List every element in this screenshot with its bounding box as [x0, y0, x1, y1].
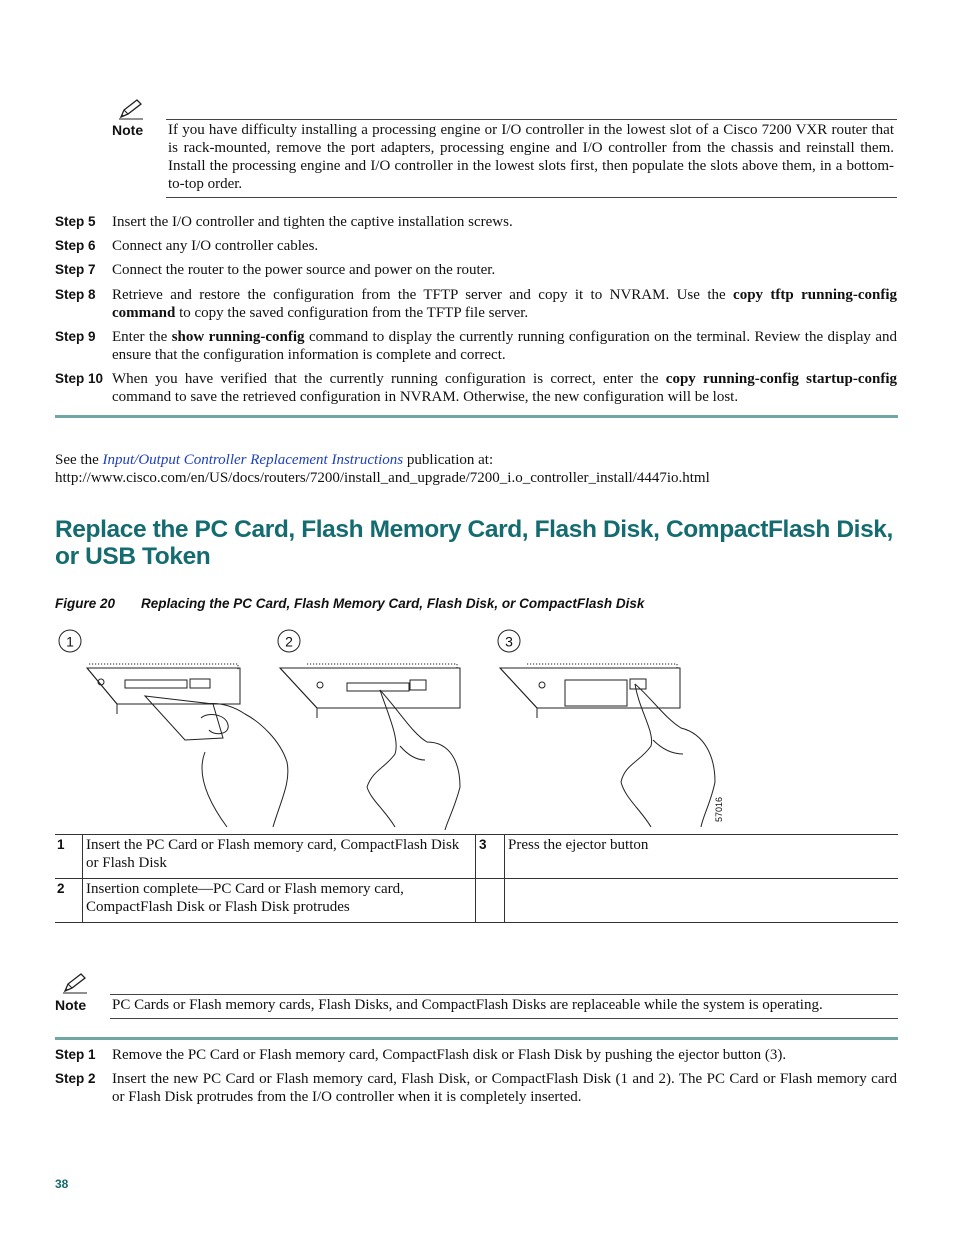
step-text: Insert the new PC Card or Flash memory card, Flash Disk, or CompactFlash Disk (1 and 2). The PC Card or Flash memory card or Flash Disk protrudes from the I/O controller when it is completely inserted.: [112, 1071, 897, 1105]
note-top-rule: [110, 994, 898, 995]
svg-text:3: 3: [505, 633, 513, 650]
procedure-end-bar: [55, 415, 898, 418]
command: copy tftp running-config command: [112, 287, 897, 321]
note-top-rule: [166, 119, 897, 120]
callout-description: Insertion complete—PC Card or Flash memory card, CompactFlash Disk or Flash Disk protrudes: [83, 879, 476, 923]
step-8: [55, 286, 897, 322]
procedure-start-bar: [55, 1037, 898, 1040]
panel-1-insert-card: [87, 664, 288, 827]
figure-number: Figure 20: [55, 596, 116, 611]
reference-url: http://www.cisco.com/en/US/docs/routers/7200/install_and_upgrade/7200_i.o_controller_install/4447io.html: [55, 470, 710, 486]
callout-number: 2: [57, 881, 65, 896]
step-label: Step 5: [55, 214, 96, 229]
art-id-label: 57016: [714, 796, 724, 822]
callout-3-marker: [498, 630, 520, 652]
callout-description: [505, 879, 899, 923]
step-label: Step 1: [55, 1047, 96, 1062]
step-text: Remove the PC Card or Flash memory card, CompactFlash disk or Flash Disk by pushing the ejector button (3).: [112, 1047, 787, 1063]
svg-text:2: 2: [285, 633, 293, 650]
callout-1-marker: [59, 630, 81, 652]
step-label: Step 6: [55, 238, 96, 253]
step-label: Step 9: [55, 329, 96, 344]
note-bottom-rule: [110, 1018, 898, 1019]
callout-number: [476, 879, 505, 923]
figure-illustration: [55, 622, 755, 832]
figure-title: Replacing the PC Card, Flash Memory Card, Flash Disk, or CompactFlash Disk: [141, 596, 645, 611]
step-2: [55, 1070, 897, 1106]
step-label: Step 8: [55, 287, 96, 302]
table-row: [55, 835, 898, 879]
step-10: [55, 370, 897, 406]
note-bottom-rule: [166, 197, 897, 198]
step-text: Insert the I/O controller and tighten the captive installation screws.: [112, 214, 513, 230]
step-text: Retrieve and restore the configuration from the TFTP server and copy it to NVRAM. Use the copy tftp running-config command to copy the saved configuration from the TFTP file server.: [112, 287, 897, 321]
table-row: [55, 879, 898, 923]
panel-3-press-ejector: [500, 664, 715, 827]
page-number: 38: [55, 1177, 69, 1191]
note-label: Note: [112, 122, 144, 138]
note-pencil-icon: [118, 98, 144, 120]
command: copy running-config startup-config: [665, 371, 897, 387]
step-9: [55, 328, 897, 364]
see-also-paragraph: See the Input/Output Controller Replacement Instructions publication at: http://www.cisco.com/en/US/docs/routers/7200/install_and_upgrade/7200_i.o_controller_install/4447io.html: [55, 452, 710, 486]
callout-description: Press the ejector button: [508, 837, 649, 853]
note-text: PC Cards or Flash memory cards, Flash Disks, and CompactFlash Disks are replaceable while the system is operating.: [112, 997, 823, 1013]
panel-2-insertion-complete: [280, 664, 460, 830]
figure-caption: [55, 595, 895, 613]
svg-text:1: 1: [66, 633, 74, 650]
step-1: [55, 1046, 897, 1064]
callout-description: Insert the PC Card or Flash memory card, CompactFlash Disk or Flash Disk: [83, 835, 476, 879]
step-text: Connect any I/O controller cables.: [112, 238, 319, 254]
note-text: If you have difficulty installing a processing engine or I/O controller in the lowest slot of a Cisco 7200 VXR router that is rack-mounted, remove the port adapters, processing engine and I/O controller from the chassis and reinstall them. Install the processing engine and I/O controller in the lowest slots first, then populate the slots above them, in a bottom-to-top order.: [168, 122, 894, 192]
io-controller-instructions-link[interactable]: Input/Output Controller Replacement Instructions: [102, 452, 404, 468]
callout-table: [55, 834, 898, 923]
command: show running-config: [171, 329, 305, 345]
callout-number: 1: [57, 837, 65, 852]
step-label: Step 2: [55, 1071, 96, 1086]
callout-number: 3: [476, 835, 505, 879]
section-heading: Replace the PC Card, Flash Memory Card, Flash Disk, CompactFlash Disk, or USB Token: [55, 516, 893, 570]
step-label: Step 7: [55, 262, 96, 277]
step-text: Enter the show running-config command to display the currently running configuration on the terminal. Review the display and ensure that the configuration information is complete and correct.: [112, 329, 897, 363]
step-7: [55, 261, 897, 279]
note-pencil-icon: [62, 972, 88, 994]
note-label: Note: [55, 997, 87, 1013]
step-text: When you have verified that the currently running configuration is correct, enter the copy running-config startup-config command to save the retrieved configuration in NVRAM. Otherwise, the new configuration will be lost.: [112, 371, 897, 405]
step-5: [55, 213, 897, 231]
step-label: Step 10: [55, 371, 104, 386]
callout-2-marker: [278, 630, 300, 652]
step-text: Connect the router to the power source and power on the router.: [112, 262, 496, 278]
step-6: [55, 237, 897, 255]
